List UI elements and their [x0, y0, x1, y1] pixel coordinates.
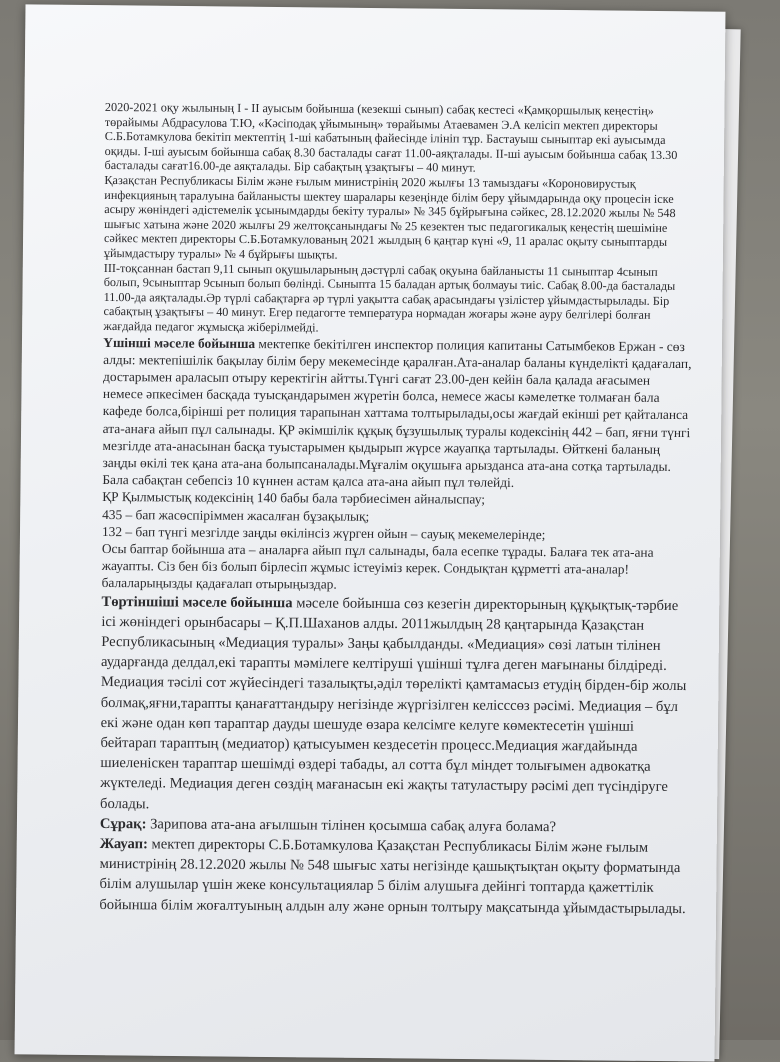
- paragraph-third-issue: [102, 333, 693, 492]
- paragraph-ministry-order: Қазақстан Республикасы Білім және ғылым министрінің 2020 жылғы 13 тамыздағы «Короновирустық инфекцияның таралуына байланысты шектеу шаралары кезеңінде білім беру ұйымдарында оқу процесін іске асыру жөніндегі әдістемелік ұсынымдарды бекіту туралы» № 345 бұйрығына сәйкес, 28.12.2020 жылы № 548 шығыс хатына және 2020 жылғы 29 желтоқсанындағы № 25 кезектен тыс педагогикалық кеңестің шешіміне сәйкес мектеп директоры С.Б.Ботамкулованың 2021 жылдың 6 қаңтар күні «9, 11 аралас оқыту сыныптарды ұйымдастыру туралы» № 4 бұйрығы шықты.: [103, 172, 676, 262]
- paragraph-criminal-code-140: ҚР Қылмыстық кодексінің 140 бабы бала тәрбиесімен айналыспау;: [102, 489, 486, 507]
- paragraph-answer: [99, 834, 690, 919]
- third-issue-heading: Үшінші мәселе бойынша: [103, 334, 256, 351]
- answer-label: Жауап:: [99, 835, 148, 853]
- question-text: Зарипова ата-ана ағылшын тілінен қосымша сабақ алуға болама?: [146, 816, 557, 835]
- third-issue-text: мектепке бекітілген инспектор полиция капитаны Сатымбеков Ержан - сөз алды: мектепішілік бақылау білім беру мекемесінде қаралған.Ата-аналар баланы күнделікті қадағалап, достарымен араласып отыру керектігін айтты.Түнгі сағат 23.00-ден кейін бала қалада ағасымен немесе әпкесімен басқада туысқандарымен жүретін болса, немесе жасы кәмелетке толмаған бала кафеде болса,бірінші рет полиция тарапынан хаттама толтырылады,осы жағдай екінші рет қайталанса ата-анаға айып пұл салынады. ҚР әкімшілік құқық бұзушылық туралы кодексінің 442 – бап, яғни түнгі мезгілде ата-анасынан басқа туыстарымен қыдырып жүрсе жауапқа тартылады. Өйткені баланың заңды өкілі тек қана ата-ана болыпсаналады.Мұғалім оқушыға арызданса ата-ана сотқа тартылады. Бала сабақтан себепсіз 10 күннен астам қалса ата-ана айып пұл төлейді.: [102, 335, 692, 490]
- question-label: Сұрақ:: [99, 815, 147, 833]
- answer-text: мектеп директоры С.Б.Ботамкулова Қазақстан Республикасы Білім және ғылым министрінің 28.12.2020 жылы № 548 шығыс хаты негізінде қашықтықтан оқыту форматында білім алушылар үшін жеке консультациялар 5 білім алушыға дейінгі топтарда қажеттілік бойынша білім жоғалтуының алдын алу және орнын толтыру мақсатында ұйымдастырылады.: [99, 836, 686, 917]
- document-body: [99, 100, 695, 919]
- fourth-issue-heading: Төртіншіші мәселе бойынша: [101, 593, 293, 611]
- paragraph-fourth-issue: [100, 592, 692, 818]
- fourth-issue-text: мәселе бойынша сөз кезегін директорының құқықтық-тәрбие ісі жөніндегі орынбасары – Қ.П.Шаханов алды. 2011жылдың 28 қаңтарында Қазақстан Республикасының «Медиация туралы» Заңы қабылданды. «Медиация» сөзі латын тілінен аударғанда делдал,екі тарапты мәмілеге келтіруші үшінші тұлға деген мағынаны білдіреді. Медиация тәсілі сот жүйесіндегі тазалықты,әділ төрелікті қамтамасыз етудің бірден-бір жолы болмақ,яғни,тарапты қанағаттандыру негізінде жүргізілген келісссөз рәсімі. Медиация – бұл екі және одан көп тараптар дауды шешуде өзара келсімге келуге көмектесетін үшінші бейтарап тараптың (медиатор) қатысуымен кездесетін процесс.Медиация жағдайында шиеленіскен тараптар шешімді өздері табады, ал сотта бұл міндет толығымен адвокатқа жүктеледі. Медиация деген сөздің мағанасын екі жақты татуластыру рәсімі деп түсіндіруге болады.: [100, 594, 687, 812]
- paragraph-third-quarter: ІІІ-тоқсаннан бастап 9,11 сынып оқушыларының дәстүрлі сабақ оқуына байланысты 11 сыныптар 4сынып болып, 9сыныптар 9сынып болып бөлінді. Сыныпта 15 баладан артық болмауы тиіс. Сабақ 8.00-да басталады 11.00-да аяқталады.Әр түрлі сабақтарға әр түрлі уақытта сабақ арасындағы үзілістер ұйымдастырылады. Бір сабақтың ұзақтығы – 40 минут. Егер педагогте температура нормадан жоғары және ауру белгілері болған жағдайда педагог жұмысқа жіберілмейді.: [103, 260, 676, 335]
- paragraph-article-132: 132 – бап түнгі мезгілде заңды өкілінсіз жүрген ойын – сауық мекемелерінде;: [101, 523, 546, 542]
- paragraph-schedule: 2020-2021 оқу жылының I - II ауысым бойынша (кезекші сынып) сабақ кестесі «Қамқоршылық кеңестің» төрайымы Абдрасулова Т.Ю, «Кәсіподақ ұйымының» төрайымы Атаевамен Э.А келісіп мектеп директоры С.Б.Ботамкулова бекітіп мектептің 1-ші кабатының файесінде ілініп тұр. Бастауыш сыныптар екі ауысымда оқиды. І-ші ауысым бойынша сабақ 8.30 басталады сағат 11.00-аяқталады. ІІ-ші ауысым бойынша сабақ 13.30 басталады сағат16.00-де аяқталады. Бір сабақтың ұзақтығы – 40 минут.: [104, 100, 678, 175]
- paragraph-parents-fines: Осы баптар бойынша ата – аналарға айып пұл салынады, бала есепке тұрады. Балаға тек ата-ана жауапты. Сіз бен біз болып бірлесіп жұмыс істеуіміз керек. Сондықтан құрметті ата-аналар! балаларыңызды қадағалап отырыңыздар.: [101, 540, 654, 592]
- paragraph-article-435: 435 – бап жасөспіріммен жасалған бұзақылық;: [102, 506, 370, 524]
